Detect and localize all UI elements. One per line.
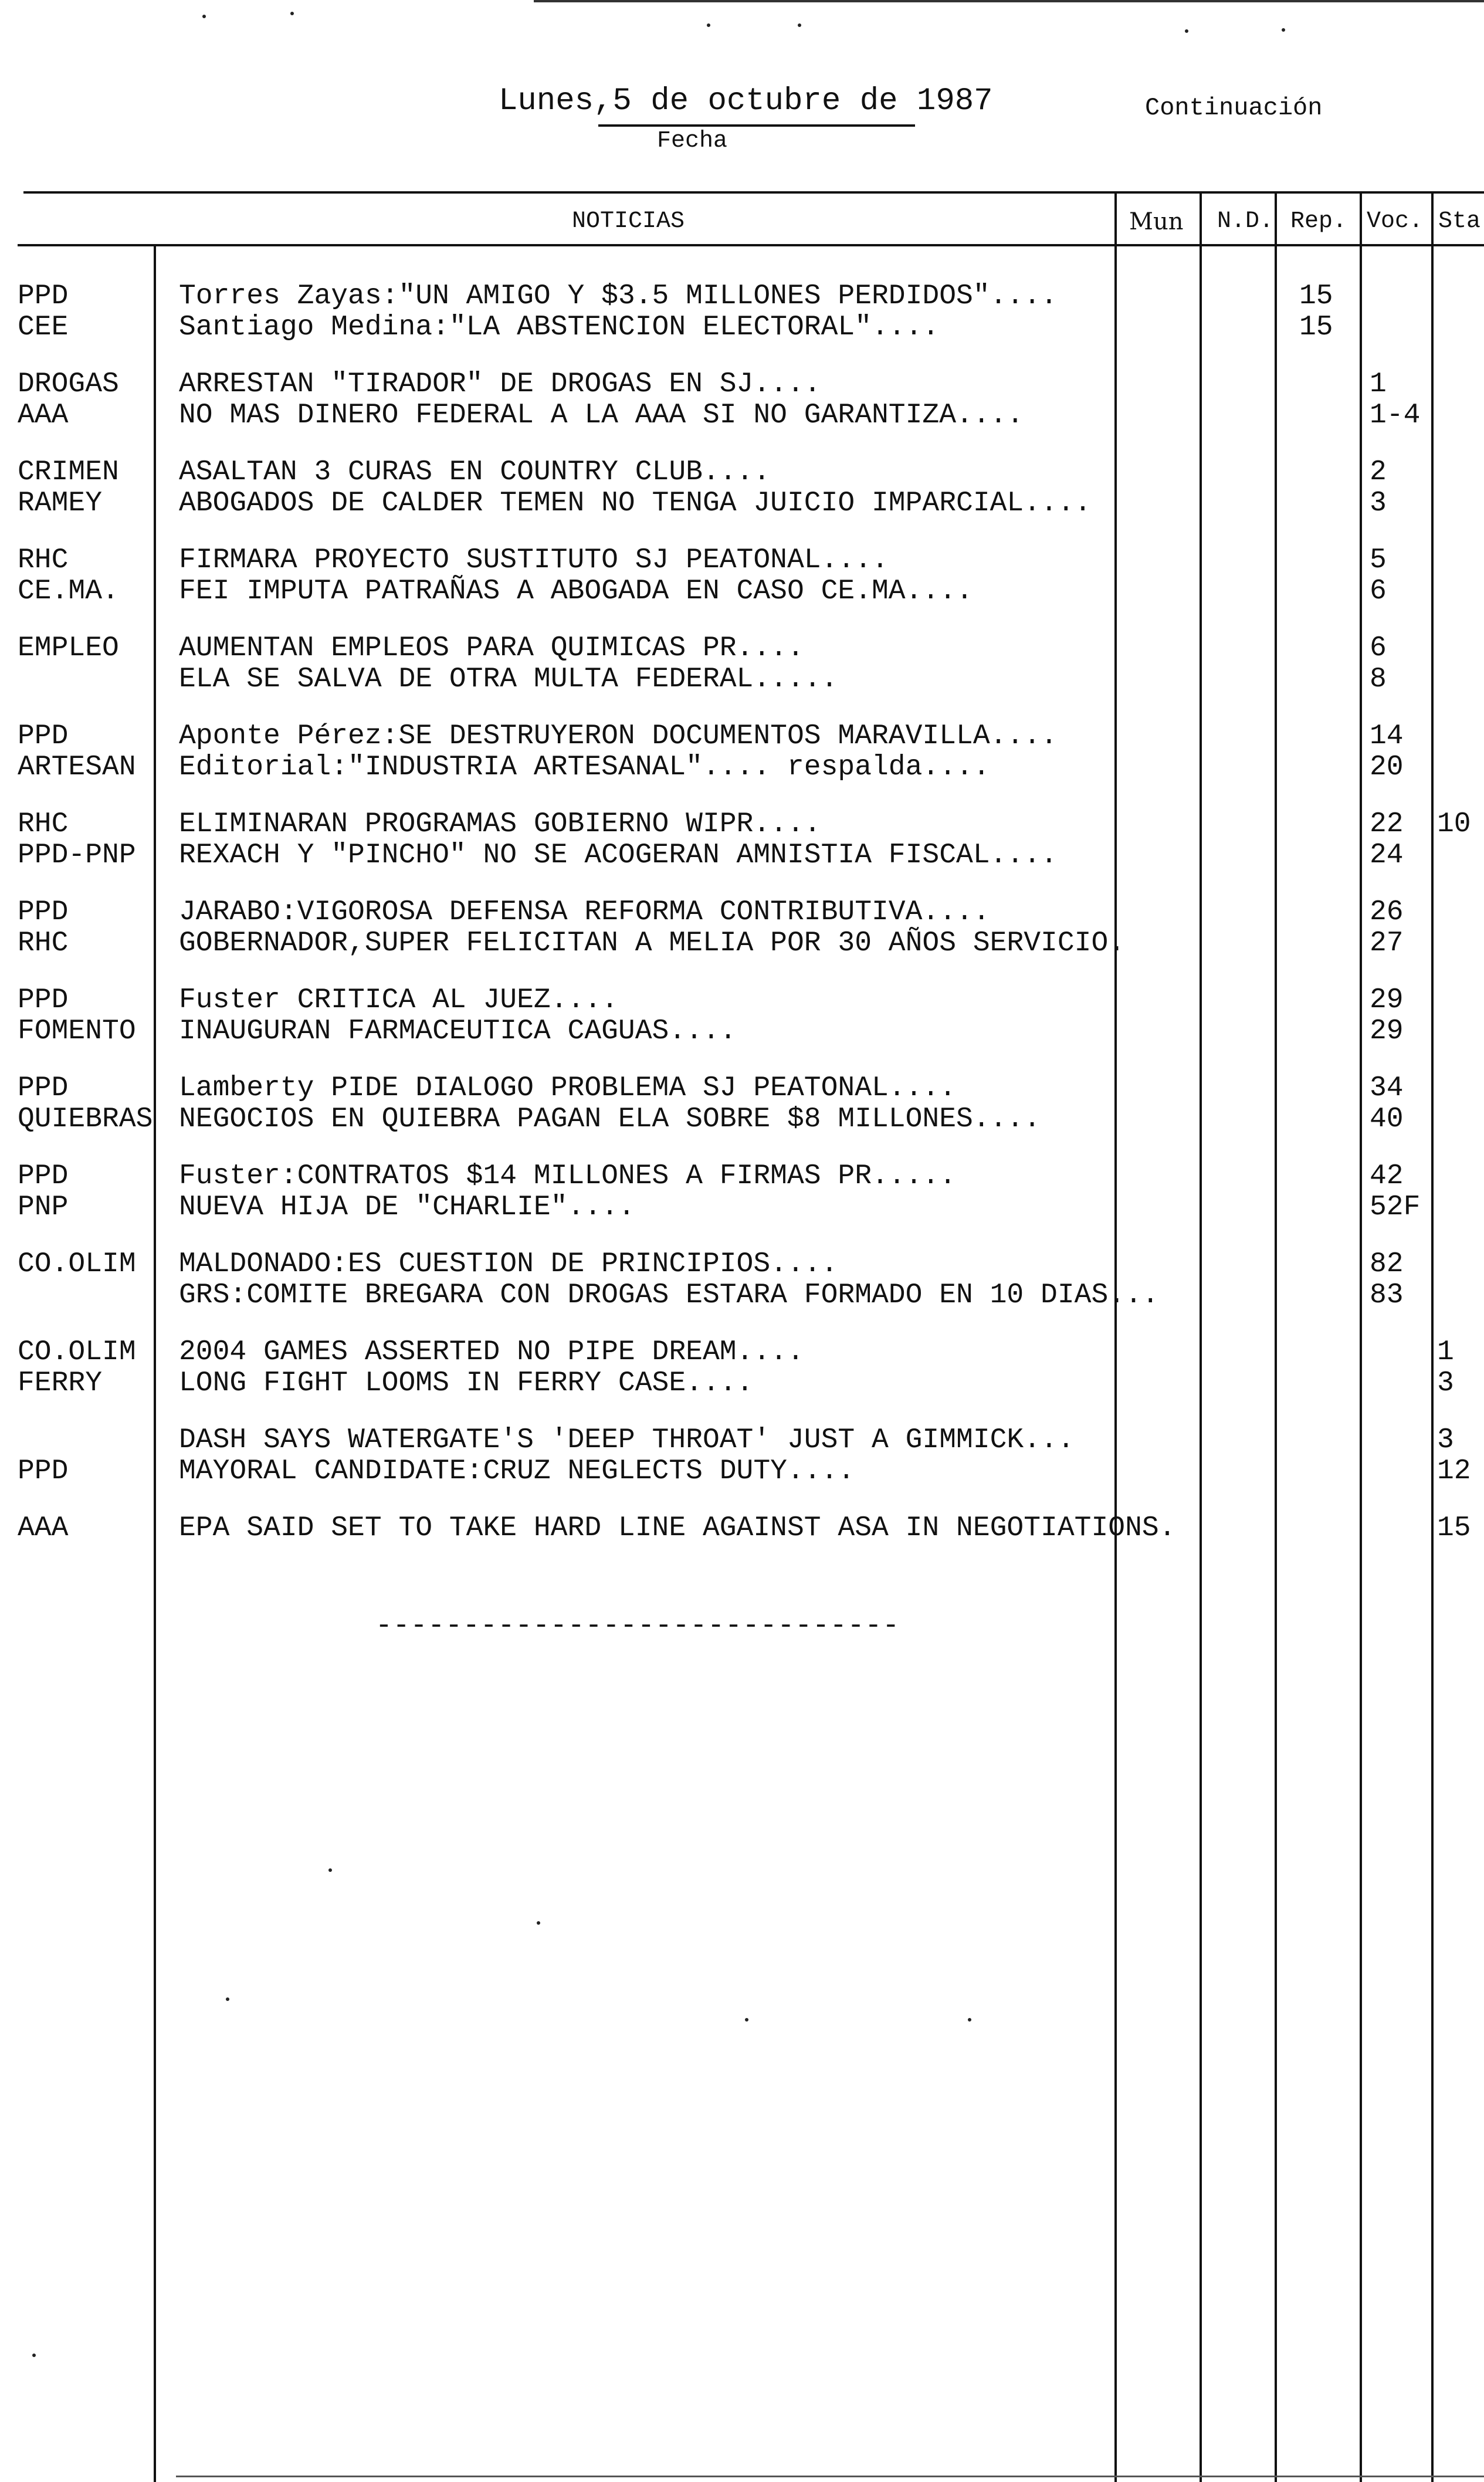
row-voc-page: 1 <box>1370 368 1387 400</box>
row-headline: ABOGADOS DE CALDER TEMEN NO TENGA JUICIO IMPARCIAL.... <box>179 487 1092 519</box>
scan-speck <box>968 2018 971 2022</box>
scan-speck <box>290 12 294 15</box>
row-headline: NO MAS DINERO FEDERAL A LA AAA SI NO GARANTIZA.... <box>179 399 1024 431</box>
table-row <box>0 984 1484 1016</box>
table-row <box>0 368 1484 400</box>
row-sta-page: 12 <box>1437 1455 1471 1487</box>
row-headline: ASALTAN 3 CURAS EN COUNTRY CLUB.... <box>179 456 771 488</box>
row-headline: MALDONADO:ES CUESTION DE PRINCIPIOS.... <box>179 1248 838 1280</box>
row-headline: DASH SAYS WATERGATE'S 'DEEP THROAT' JUST A GIMMICK... <box>179 1424 1075 1456</box>
row-headline: EPA SAID SET TO TAKE HARD LINE AGAINST ASA IN NEGOTIATIONS. <box>179 1512 1176 1544</box>
scan-speck <box>32 2354 36 2357</box>
table-row <box>0 1336 1484 1368</box>
row-section-tag: CEE <box>18 311 69 343</box>
row-voc-page: 8 <box>1370 663 1387 695</box>
row-headline: GRS:COMITE BREGARA CON DROGAS ESTARA FORMADO EN 10 DIAS... <box>179 1279 1159 1311</box>
continuation-label: Continuación <box>1145 94 1323 122</box>
table-row <box>0 896 1484 928</box>
row-voc-page: 29 <box>1370 1015 1404 1047</box>
row-headline: NUEVA HIJA DE "CHARLIE".... <box>179 1191 635 1223</box>
table-row <box>0 1512 1484 1544</box>
row-section-tag: PPD-PNP <box>18 839 136 871</box>
table-row <box>0 808 1484 840</box>
row-voc-page: 34 <box>1370 1072 1404 1104</box>
row-headline: ELA SE SALVA DE OTRA MULTA FEDERAL..... <box>179 663 838 695</box>
row-section-tag: PPD <box>18 720 69 752</box>
row-headline: FIRMARA PROYECTO SUSTITUTO SJ PEATONAL.... <box>179 544 889 576</box>
row-section-tag: RAMEY <box>18 487 103 519</box>
row-rep-page: 15 <box>1299 311 1333 343</box>
row-headline: GOBERNADOR,SUPER FELICITAN A MELIA POR 30 AÑOS SERVICIO. <box>179 927 1126 959</box>
row-section-tag: RHC <box>18 927 69 959</box>
table-row <box>0 1103 1484 1135</box>
row-headline: LONG FIGHT LOOMS IN FERRY CASE.... <box>179 1367 754 1399</box>
row-headline: Fuster CRITICA AL JUEZ.... <box>179 984 618 1016</box>
row-section-tag: RHC <box>18 544 69 576</box>
table-row <box>0 1072 1484 1104</box>
scan-speck <box>1185 29 1188 33</box>
row-headline: ARRESTAN "TIRADOR" DE DROGAS EN SJ.... <box>179 368 821 400</box>
row-voc-page: 3 <box>1370 487 1387 519</box>
table-row <box>0 575 1484 607</box>
row-voc-page: 24 <box>1370 839 1404 871</box>
row-sta-page: 3 <box>1437 1367 1454 1399</box>
scan-speck <box>328 1868 332 1872</box>
row-headline: Lamberty PIDE DIALOGO PROBLEMA SJ PEATONAL.... <box>179 1072 957 1104</box>
row-section-tag: ARTESAN <box>18 751 136 783</box>
row-section-tag: PPD <box>18 1455 69 1487</box>
table-row <box>0 487 1484 519</box>
row-headline: AUMENTAN EMPLEOS PARA QUIMICAS PR.... <box>179 632 804 664</box>
row-headline: INAUGURAN FARMACEUTICA CAGUAS.... <box>179 1015 737 1047</box>
row-headline: Torres Zayas:"UN AMIGO Y $3.5 MILLONES PERDIDOS".... <box>179 280 1058 312</box>
row-section-tag: CO.OLIM <box>18 1248 136 1280</box>
row-section-tag: PPD <box>18 1072 69 1104</box>
table-row <box>0 1455 1484 1487</box>
scan-speck <box>798 23 801 27</box>
row-voc-page: 83 <box>1370 1279 1404 1311</box>
row-voc-page: 42 <box>1370 1160 1404 1192</box>
table-row <box>0 751 1484 783</box>
column-header-rep: Rep. <box>1290 208 1347 235</box>
row-section-tag: PNP <box>18 1191 69 1223</box>
row-voc-page: 2 <box>1370 456 1387 488</box>
row-voc-page: 40 <box>1370 1103 1404 1135</box>
row-voc-page: 5 <box>1370 544 1387 576</box>
table-row <box>0 1279 1484 1311</box>
row-sta-page: 10 <box>1437 808 1471 840</box>
column-header-news: NOTICIAS <box>572 208 685 235</box>
date-label: Fecha <box>657 128 728 154</box>
column-header-sta: Sta <box>1438 208 1481 235</box>
column-header-nd: N.D. <box>1217 208 1274 235</box>
table-row <box>0 839 1484 871</box>
table-row <box>0 632 1484 664</box>
table-row <box>0 399 1484 431</box>
row-headline: Fuster:CONTRATOS $14 MILLONES A FIRMAS PR..... <box>179 1160 957 1192</box>
row-section-tag: CRIMEN <box>18 456 119 488</box>
table-row <box>0 1248 1484 1280</box>
scan-speck <box>537 1921 540 1925</box>
row-section-tag: AAA <box>18 1512 69 1544</box>
row-section-tag: FOMENTO <box>18 1015 136 1047</box>
end-separator: ------------------------------ <box>375 1610 900 1642</box>
row-headline: NEGOCIOS EN QUIEBRA PAGAN ELA SOBRE $8 MILLONES.... <box>179 1103 1041 1135</box>
row-section-tag: PPD <box>18 896 69 928</box>
row-headline: Aponte Pérez:SE DESTRUYERON DOCUMENTOS MARAVILLA.... <box>179 720 1058 752</box>
table-row <box>0 1191 1484 1223</box>
table-row <box>0 280 1484 312</box>
row-section-tag: CO.OLIM <box>18 1336 136 1368</box>
table-row <box>0 927 1484 959</box>
row-voc-page: 1-4 <box>1370 399 1421 431</box>
table-row <box>0 544 1484 576</box>
row-headline: ELIMINARAN PROGRAMAS GOBIERNO WIPR.... <box>179 808 821 840</box>
row-sta-page: 15 <box>1437 1512 1471 1544</box>
row-section-tag: PPD <box>18 1160 69 1192</box>
row-headline: 2004 GAMES ASSERTED NO PIPE DREAM.... <box>179 1336 804 1368</box>
row-voc-page: 52F <box>1370 1191 1421 1223</box>
column-header-voc: Voc. <box>1367 208 1424 235</box>
scan-speck <box>707 23 710 27</box>
date-underline <box>598 124 915 127</box>
column-header-mun: Mun <box>1129 208 1184 235</box>
page-date: Lunes,5 de octubre de 1987 <box>499 83 993 119</box>
table-row <box>0 456 1484 488</box>
row-section-tag: QUIEBRAS <box>18 1103 153 1135</box>
row-section-tag: AAA <box>18 399 69 431</box>
table-row <box>0 663 1484 695</box>
table-row <box>0 311 1484 343</box>
page-bottom-rule <box>176 2476 1484 2477</box>
table-row <box>0 720 1484 752</box>
row-section-tag: PPD <box>18 984 69 1016</box>
row-headline: FEI IMPUTA PATRAÑAS A ABOGADA EN CASO CE.MA.... <box>179 575 973 607</box>
row-section-tag: EMPLEO <box>18 632 119 664</box>
row-section-tag: CE.MA. <box>18 575 119 607</box>
row-voc-page: 14 <box>1370 720 1404 752</box>
row-voc-page: 27 <box>1370 927 1404 959</box>
row-voc-page: 22 <box>1370 808 1404 840</box>
table-header-rule <box>18 244 1484 246</box>
row-voc-page: 6 <box>1370 575 1387 607</box>
row-voc-page: 20 <box>1370 751 1404 783</box>
table-top-rule <box>23 191 1484 194</box>
table-row <box>0 1424 1484 1456</box>
row-voc-page: 82 <box>1370 1248 1404 1280</box>
row-section-tag: PPD <box>18 280 69 312</box>
row-headline: MAYORAL CANDIDATE:CRUZ NEGLECTS DUTY.... <box>179 1455 855 1487</box>
row-rep-page: 15 <box>1299 280 1333 312</box>
row-headline: REXACH Y "PINCHO" NO SE ACOGERAN AMNISTIA FISCAL.... <box>179 839 1058 871</box>
row-section-tag: RHC <box>18 808 69 840</box>
row-section-tag: FERRY <box>18 1367 103 1399</box>
row-voc-page: 6 <box>1370 632 1387 664</box>
table-row <box>0 1367 1484 1399</box>
table-row <box>0 1015 1484 1047</box>
row-headline: Santiago Medina:"LA ABSTENCION ELECTORAL".... <box>179 311 940 343</box>
table-row <box>0 1160 1484 1192</box>
row-section-tag: DROGAS <box>18 368 119 400</box>
row-headline: JARABO:VIGOROSA DEFENSA REFORMA CONTRIBUTIVA.... <box>179 896 990 928</box>
row-sta-page: 1 <box>1437 1336 1454 1368</box>
scan-speck <box>226 1997 229 2001</box>
row-headline: Editorial:"INDUSTRIA ARTESANAL".... respalda.... <box>179 751 990 783</box>
row-voc-page: 26 <box>1370 896 1404 928</box>
scan-speck <box>202 15 206 18</box>
row-voc-page: 29 <box>1370 984 1404 1016</box>
scan-speck <box>1282 28 1285 32</box>
scan-edge-rule <box>534 0 1484 2</box>
row-sta-page: 3 <box>1437 1424 1454 1456</box>
scan-speck <box>745 2018 748 2022</box>
